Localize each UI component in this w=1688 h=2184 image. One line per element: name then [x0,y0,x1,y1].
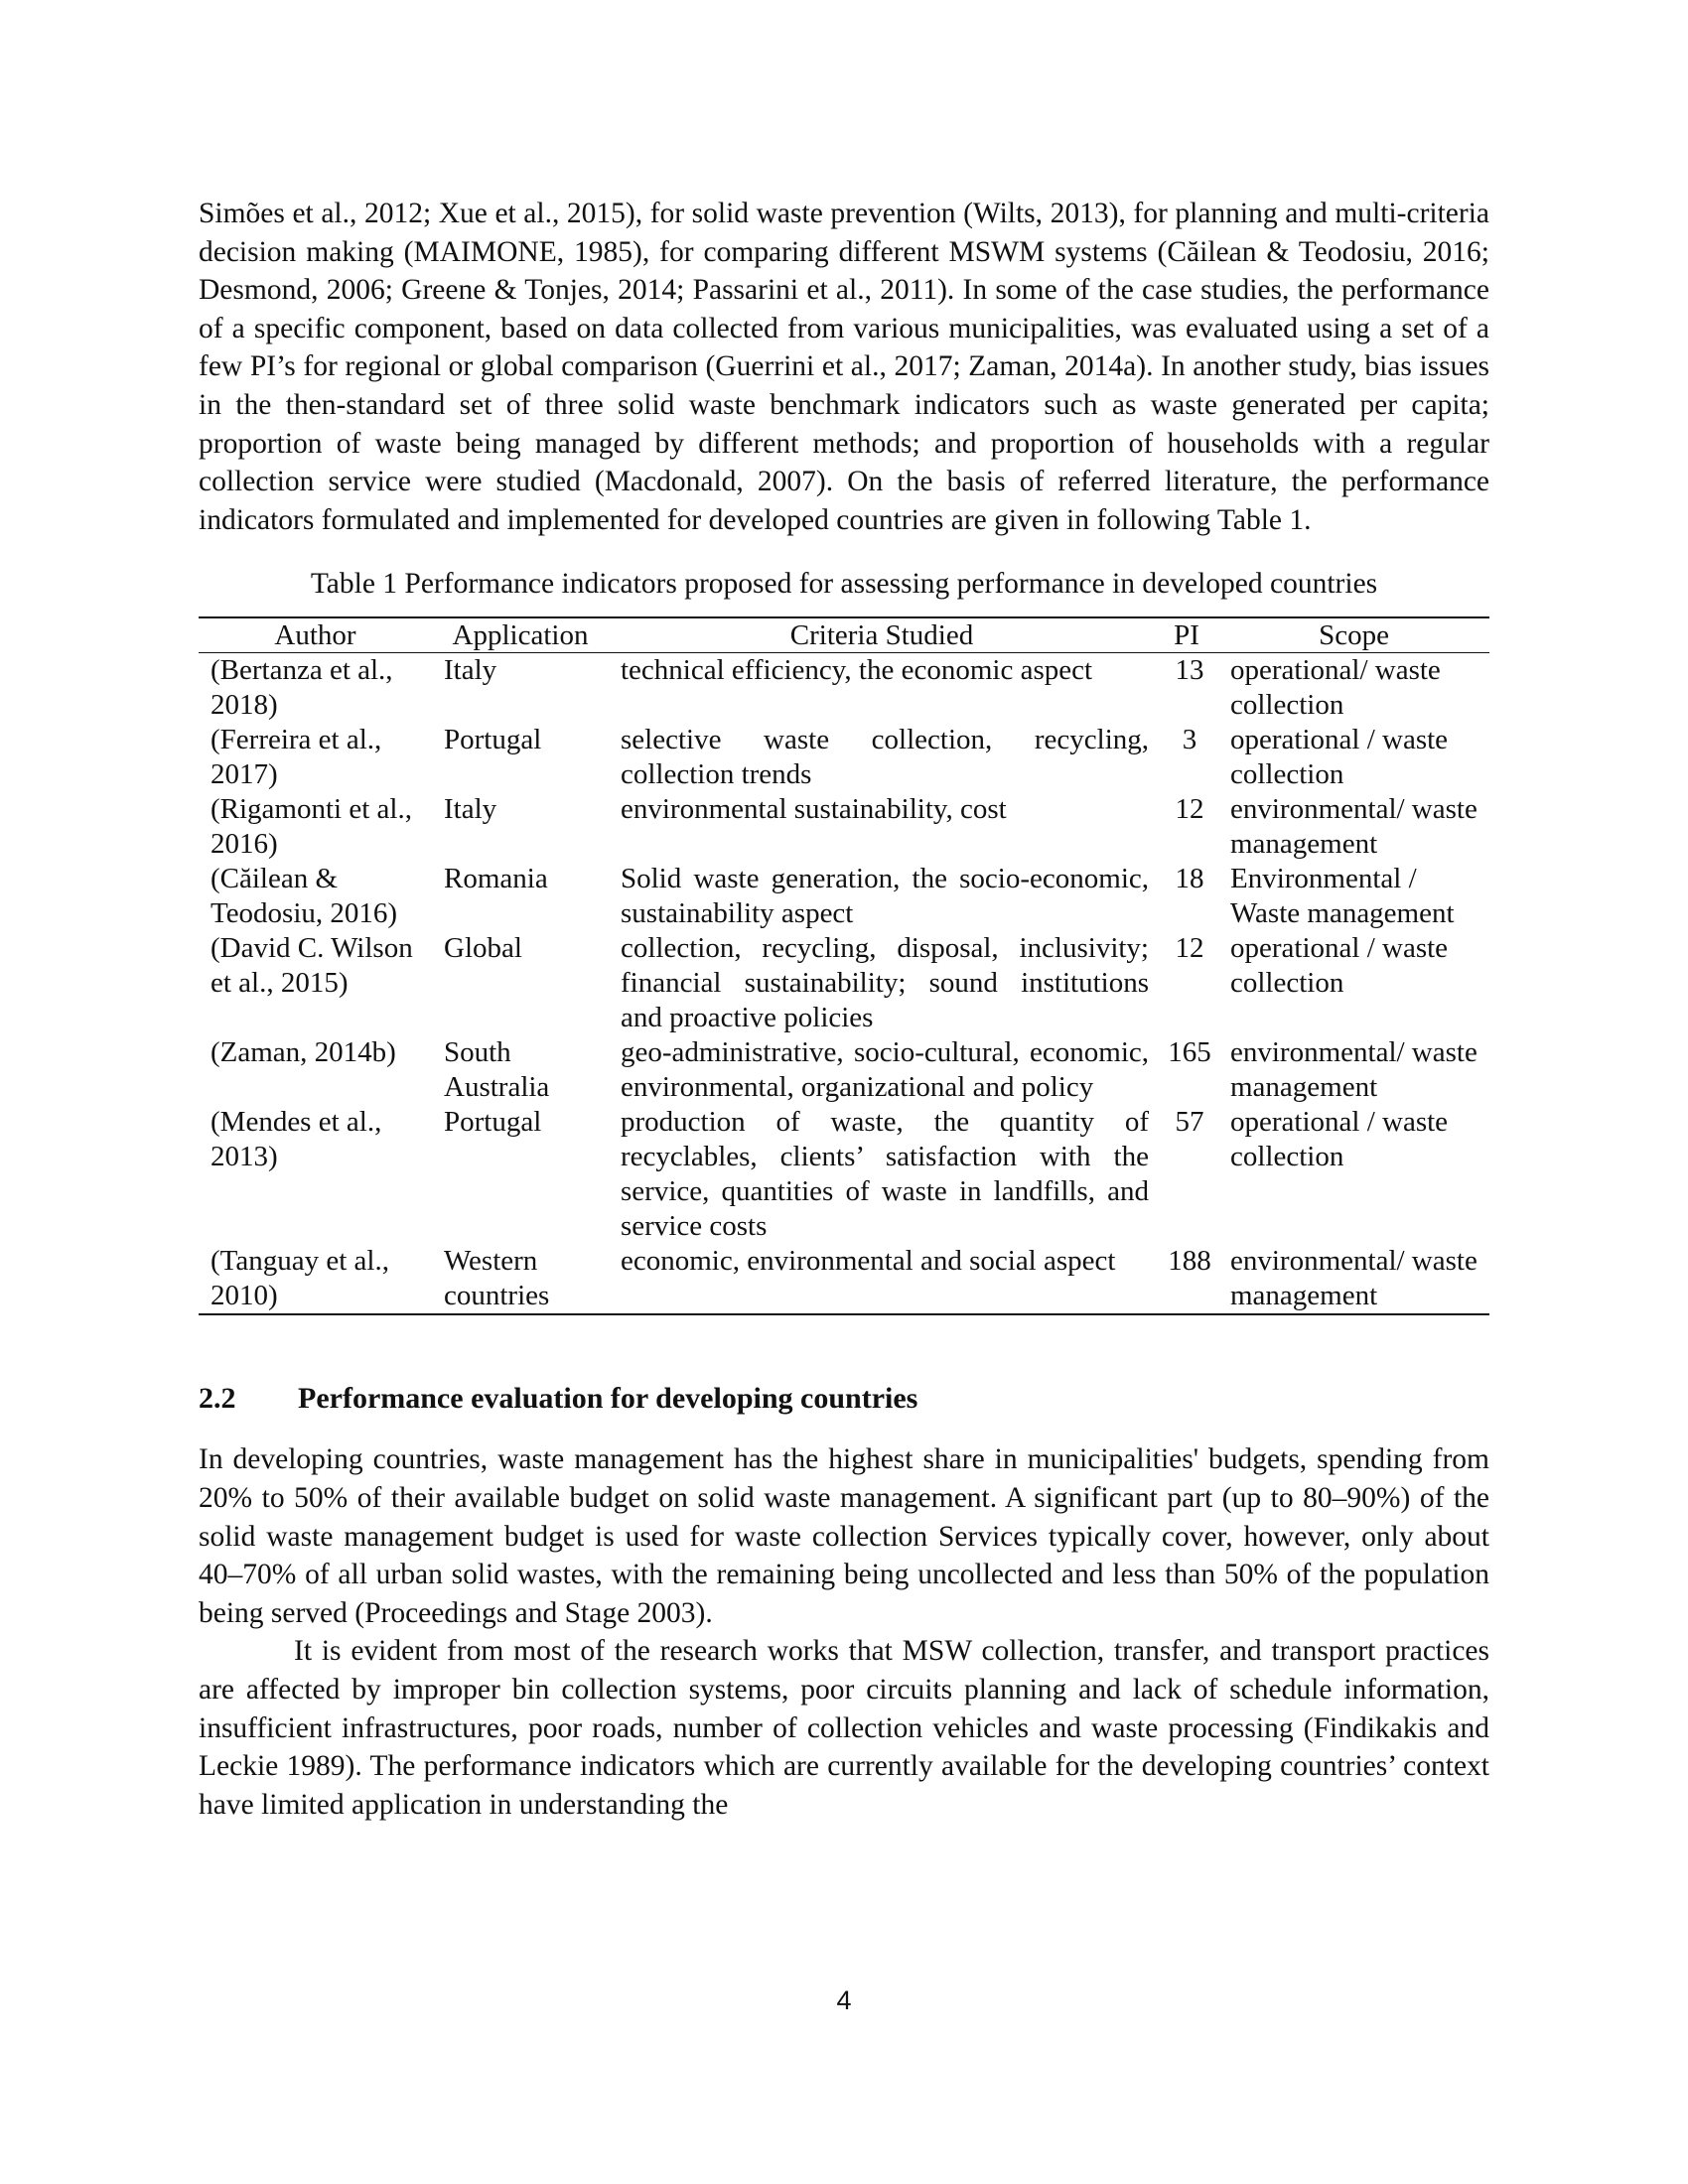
cell-application: South Australia [444,1036,550,1104]
table-header-row [199,617,1489,653]
section-heading [199,1379,1489,1419]
cell-pi: 12 [1175,793,1204,826]
cell-author: (Căilean & Teodosiu, 2016) [211,863,398,930]
table-row [199,792,1489,862]
cell-scope: environmental/ waste management [1230,1245,1477,1312]
cell-criteria: production of waste, the quantity of recyclables, clients’ satisfaction with the service, quantities of waste in landfills, and service costs [621,1106,1149,1243]
cell-application: Global [444,932,522,965]
cell-pi: 12 [1175,932,1204,965]
intro-paragraph: Simões et al., 2012; Xue et al., 2015), for solid waste prevention (Wilts, 2013), for planning and multi-criteria decision making (MAIMONE, 1985), for comparing different MSWM systems (Căilean & Teodosiu, 2016; Desmond, 2006; Greene & Tonjes, 2014; Passarini et al., 2011). In some of the case studies, the performance of a specific component, based on data collected from various municipalities, was evaluated using a set of a few PI’s for regional or global comparison (Guerrini et al., 2017; Zaman, 2014a). In another study, bias issues in the then-standard set of three solid waste benchmark indicators such as waste generated per capita; proportion of waste being managed by different methods; and proportion of households with a regular collection service were studied (Macdonald, 2007). On the basis of referred literature, the performance indicators formulated and implemented for developed countries are given in following Table 1. [199,198,1489,536]
table-row [199,1244,1489,1314]
cell-criteria: technical efficiency, the economic aspect [621,654,1093,687]
cell-criteria: Solid waste generation, the socio-economic, sustainability aspect [621,863,1149,930]
performance-indicators-table [199,616,1489,1315]
cell-criteria: geo-administrative, socio-cultural, economic, environmental, organizational and policy [621,1036,1149,1104]
cell-scope: operational / waste collection [1230,724,1449,791]
table-row [199,1105,1489,1244]
cell-author: (David C. Wilson et al., 2015) [211,932,413,1000]
page-number: 4 [836,1985,852,2015]
cell-application: Italy [444,793,497,826]
cell-author: (Bertanza et al., 2018) [211,654,393,722]
table-row [199,931,1489,1035]
body-paragraph: In developing countries, waste management has the highest share in municipalities' budgets, spending from 20% to 50% of their available budget on solid waste management. A significant part (up to 80–90%) of the solid waste management budget is used for waste collection Services typically cover, however, only about 40–70% of all urban solid wastes, with the remaining being uncollected and less than 50% of the population being served (Proceedings and Stage 2003). [199,1443,1489,1629]
cell-scope: operational / waste collection [1230,932,1449,1000]
cell-scope: operational/ waste collection [1230,654,1441,722]
header-pi: PI [1155,617,1218,653]
cell-pi: 3 [1182,724,1197,756]
section-number: 2.2 [199,1382,236,1416]
header-scope: Scope [1218,617,1489,653]
cell-scope: operational / waste collection [1230,1106,1449,1173]
page-content [199,195,1489,1824]
cell-pi: 57 [1175,1106,1204,1139]
cell-criteria: collection, recycling, disposal, inclusivity; financial sustainability; sound institutions and proactive policies [621,932,1149,1034]
cell-application: Portugal [444,1106,542,1139]
cell-application: Western countries [444,1245,550,1312]
cell-author: (Zaman, 2014b) [211,1036,396,1069]
header-criteria: Criteria Studied [609,617,1155,653]
cell-scope: Environmental / Waste management [1230,863,1455,930]
cell-author: (Tanguay et al., 2010) [211,1245,389,1312]
cell-pi: 18 [1175,863,1204,895]
cell-application: Romania [444,863,548,895]
cell-scope: environmental/ waste management [1230,793,1477,861]
table-row [199,723,1489,792]
section-title: Performance evaluation for developing countries [298,1382,918,1416]
header-author: Author [199,617,432,653]
table-row [199,1035,1489,1105]
cell-criteria: economic, environmental and social aspect [621,1245,1116,1278]
cell-criteria: selective waste collection, recycling, collection trends [621,724,1149,791]
cell-scope: environmental/ waste management [1230,1036,1477,1104]
cell-application: Italy [444,654,497,687]
cell-pi: 188 [1168,1245,1211,1278]
cell-application: Portugal [444,724,542,756]
cell-author: (Mendes et al., 2013) [211,1106,382,1173]
cell-author: (Ferreira et al., 2017) [211,724,382,791]
cell-author: (Rigamonti et al., 2016) [211,793,412,861]
body-paragraph: It is evident from most of the research works that MSW collection, transfer, and transport practices are affected by improper bin collection systems, poor circuits planning and lack of schedule information, insufficient infrastructures, poor roads, number of collection vehicles and waste processing (Findikakis and Leckie 1989). The performance indicators which are currently available for the developing countries’ context have limited application in understanding the [199,1635,1489,1821]
table-caption: Table 1 Performance indicators proposed for assessing performance in developed countries [310,568,1378,601]
table-row [199,653,1489,724]
header-application: Application [432,617,609,653]
cell-pi: 165 [1168,1036,1211,1069]
cell-criteria: environmental sustainability, cost [621,793,1007,826]
cell-pi: 13 [1175,654,1204,687]
table-row [199,862,1489,931]
